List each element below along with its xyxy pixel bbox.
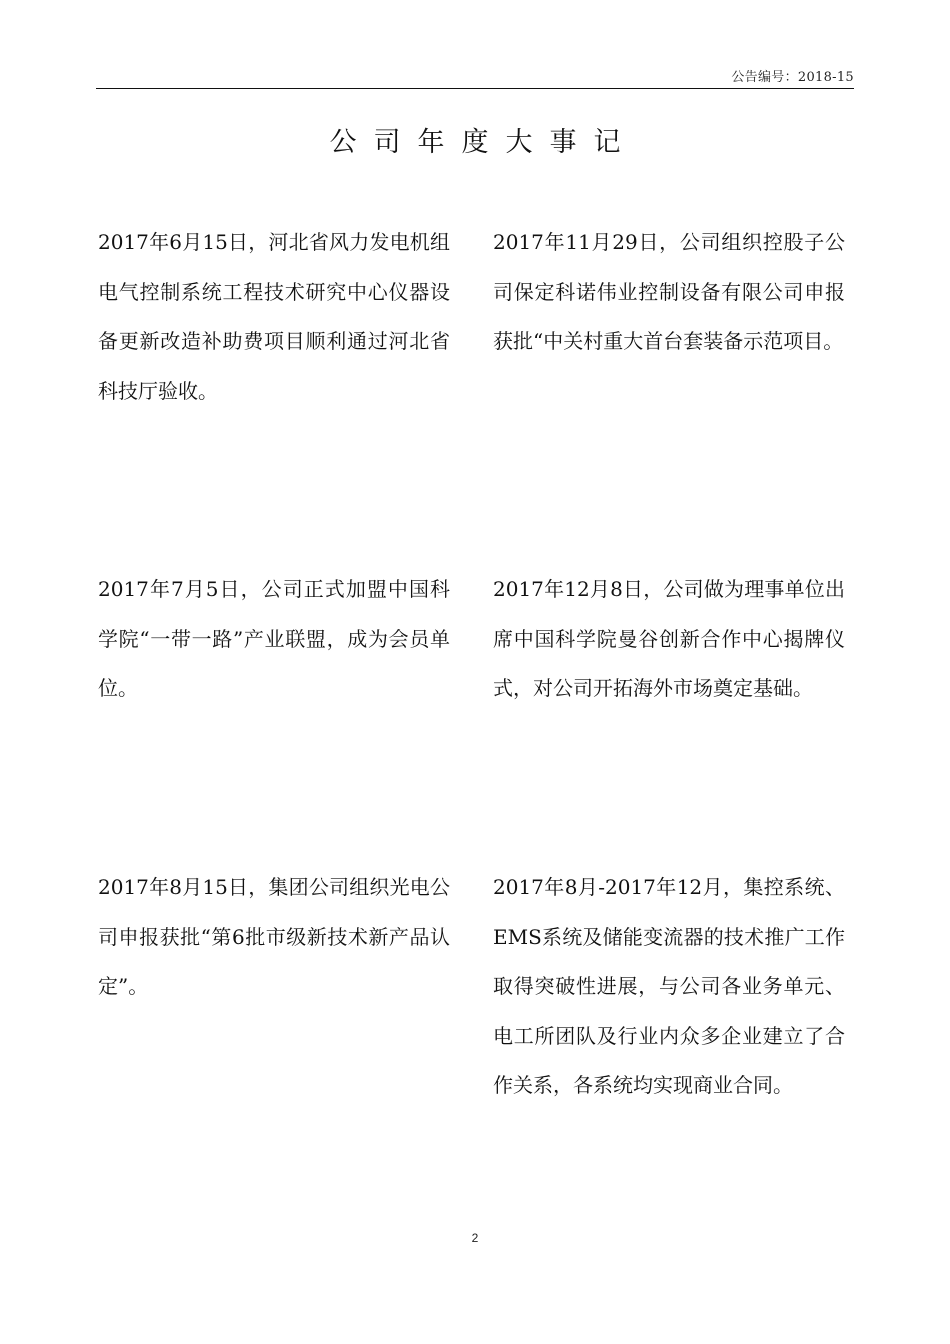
event-paragraph: 2017年11月29日，公司组织控股子公司保定科诺伟业控制设备有限公司申报获批“中关村重大首台套装备示范项目。 — [493, 230, 845, 353]
header-divider — [96, 88, 854, 89]
page-number: 2 — [471, 1231, 479, 1245]
event-paragraph: 2017年7月5日，公司正式加盟中国科学院“一带一路”产业联盟，成为会员单位。 — [98, 577, 450, 700]
event-paragraph: 2017年8月-2017年12月，集控系统、EMS系统及储能变流器的技术推广工作取得突破性进展，与公司各业务单元、电工所团队及行业内众多企业建立了合作关系，各系统均实现商业合同。 — [493, 875, 845, 1097]
page-title: 公司年度大事记 — [329, 127, 638, 158]
event-paragraph: 2017年8月15日，集团公司组织光电公司申报获批“第6批市级新技术新产品认定”。 — [98, 875, 450, 998]
event-paragraph: 2017年6月15日，河北省风力发电机组电气控制系统工程技术研究中心仪器设备更新改造补助费项目顺利通过河北省科技厅验收。 — [98, 230, 450, 403]
announcement-code: 公告编号：2018-15 — [731, 70, 854, 85]
event-paragraph: 2017年12月8日，公司做为理事单位出席中国科学院曼谷创新合作中心揭牌仪式，对公司开拓海外市场奠定基础。 — [493, 577, 845, 700]
